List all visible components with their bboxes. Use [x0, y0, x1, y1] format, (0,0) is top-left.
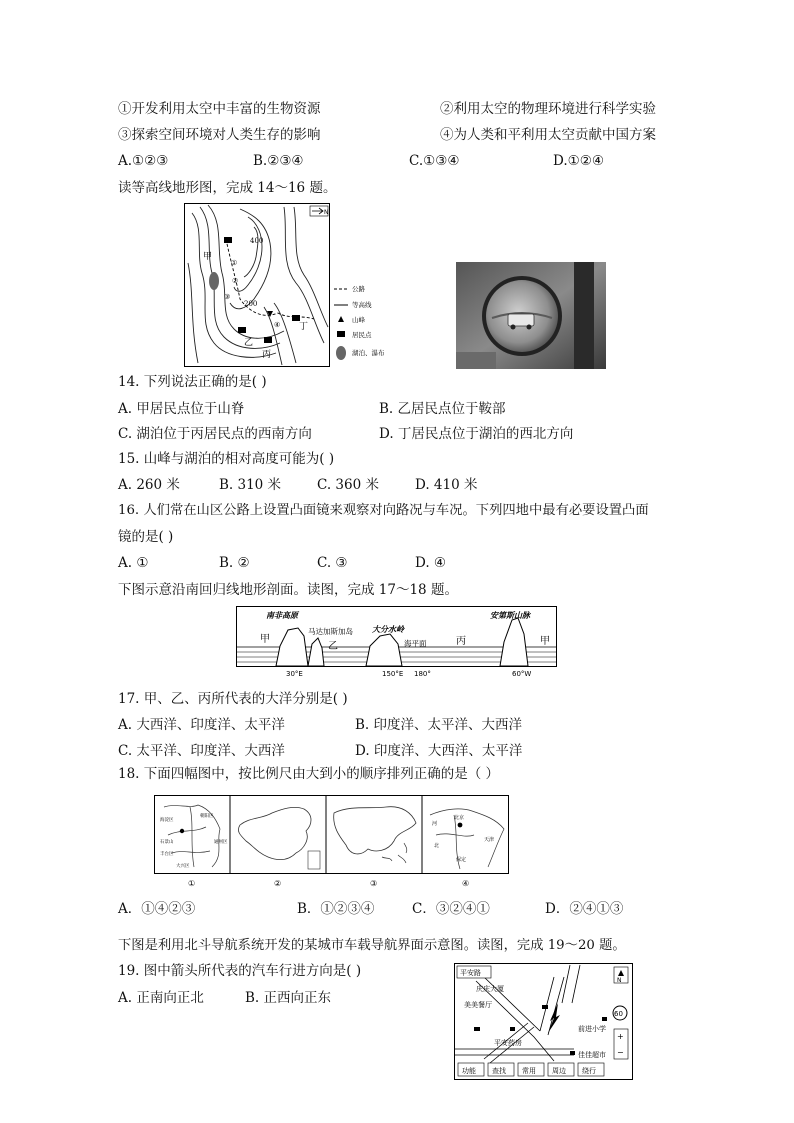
q17-choice-b: B. 印度洋、太平洋、大西洋	[355, 717, 523, 733]
legend-settlement: 居民点	[352, 331, 372, 339]
map-caption-4: ④	[462, 879, 470, 888]
intro-19-20: 下图是利用北斗导航系统开发的某城市车载导航界面示意图。读图，完成 19～20 题。	[118, 938, 626, 953]
m1-shijingshan: 石景山	[160, 840, 174, 845]
q15-choice-c: C. 360 米	[317, 477, 379, 493]
nav-speed-label: 60	[614, 1010, 623, 1018]
q13-choice-d: D.①②④	[553, 153, 604, 169]
m4-baoding: 保定	[456, 857, 467, 863]
q13-choice-b: B.②③④	[253, 153, 304, 169]
label-andes: 安第斯山脉	[490, 610, 530, 620]
q14-choice-a: A. 甲居民点位于山脊	[118, 401, 245, 417]
q17-choice-a: A. 大西洋、印度洋、太平洋	[118, 717, 285, 733]
label-yi: 乙	[328, 641, 338, 652]
q19-stem: 19. 图中箭头所代表的汽车行进方向是( )	[118, 963, 362, 979]
q16-choice-b: B. ②	[219, 555, 250, 571]
intro-17-18: 下图示意沿南回归线地形剖面。读图，完成 17～18 题。	[118, 582, 458, 598]
zoom-in-button[interactable]: +	[617, 1032, 624, 1041]
m1-daxing: 大兴区	[176, 864, 190, 869]
q16-stem-line1: 16. 人们常在山区公路上设置凸面镜来观察对向路况与车况。下列四地中最有必要设置凸面	[118, 503, 649, 518]
legend-lake: 湖泊、瀑布	[352, 349, 384, 357]
q18-choice-c: C．③②④①	[412, 901, 490, 917]
q18-choice-d: D．②④①③	[545, 901, 624, 917]
map-caption-3: ③	[370, 879, 378, 888]
poi-qianjin: 前进小学	[578, 1025, 606, 1033]
q13-option-2: ②利用太空的物理环境进行科学实验	[440, 101, 656, 117]
nav-interface	[454, 963, 634, 1081]
contour-label-400: 400	[250, 237, 264, 245]
label-bing: 丙	[262, 350, 272, 360]
q16-choice-a: A. ①	[118, 555, 149, 571]
m4-tianjin: 天津	[484, 837, 495, 843]
legend-contour: 等高线	[352, 301, 372, 309]
q14-stem: 14. 下列说法正确的是( )	[118, 374, 267, 390]
q15-choice-d: D. 410 米	[415, 477, 478, 493]
m4-bei: 北	[434, 843, 440, 849]
label-sea-level: 海平面	[404, 639, 427, 648]
map-caption-1: ①	[188, 879, 196, 888]
q19-choice-a: A. 正南向正北	[118, 990, 204, 1006]
q18-stem: 18. 下面四幅图中，按比例尺由大到小的顺序排列正确的是（ ）	[118, 766, 500, 782]
q14-choice-b: B. 乙居民点位于鞍部	[379, 401, 506, 417]
q13-option-1: ①开发利用太空中丰富的生物资源	[118, 101, 321, 117]
legend-peak: 山峰	[352, 316, 365, 324]
q14-choice-c: C. 湖泊位于丙居民点的西南方向	[118, 426, 312, 442]
q15-choice-a: A. 260 米	[118, 477, 180, 493]
label-jia: 甲	[203, 252, 213, 262]
convex-mirror-photo	[456, 262, 606, 369]
m1-chaoyang: 朝阳区	[200, 814, 214, 819]
nav-btn-function[interactable]: 功能	[462, 1067, 476, 1075]
map-caption-2: ②	[274, 879, 282, 888]
q17-choice-c: C. 太平洋、印度洋、大西洋	[118, 743, 285, 759]
contour-label-200: 200	[244, 300, 258, 308]
label-ding: 丁	[299, 322, 309, 332]
q17-choice-d: D. 印度洋、大西洋、太平洋	[355, 743, 523, 759]
q13-option-4: ④为人类和平利用太空贡献中国方案	[440, 127, 656, 143]
label-jia-right: 甲	[540, 636, 550, 647]
poi-qingqing: 庆庆大厦	[476, 985, 504, 993]
nav-btn-frequent[interactable]: 常用	[522, 1067, 536, 1075]
tick-180: 180°	[414, 670, 431, 678]
m4-he: 河	[432, 821, 438, 827]
intro-14-16: 读等高线地形图，完成 14～16 题。	[118, 180, 337, 196]
q16-stem-line2: 镜的是( )	[118, 529, 174, 545]
poi-pingan: 平安药房	[494, 1039, 522, 1047]
q16-choice-c: C. ③	[317, 555, 348, 571]
q16-choice-d: D. ④	[415, 555, 447, 571]
m4-beijing: 北京	[454, 815, 465, 821]
legend-road: 公路	[352, 285, 365, 293]
q18-choice-a: A．①④②③	[118, 901, 196, 917]
label-site-4: ④	[274, 321, 281, 329]
tick-150e: 150°E	[382, 670, 404, 678]
m1-haidian: 海淀区	[160, 818, 174, 823]
nav-road-label: 平安路	[460, 969, 481, 977]
scale-maps	[154, 795, 512, 891]
label-madagascar: 马达加斯加岛	[308, 627, 353, 636]
nav-btn-detour[interactable]: 绕行	[582, 1067, 596, 1075]
q19-choice-b: B. 正西向正东	[245, 990, 332, 1006]
tick-60w: 60°W	[512, 670, 532, 678]
m1-tongzhou: 通州区	[214, 840, 228, 845]
label-jia-left: 甲	[260, 634, 270, 645]
map-north-label: N	[324, 209, 329, 216]
poi-jiajia: 佳佳超市	[578, 1051, 606, 1059]
nav-btn-search[interactable]: 查找	[492, 1067, 506, 1075]
tropic-profile	[236, 606, 560, 682]
label-site-1: ①	[231, 259, 238, 267]
q13-choice-c: C.①③④	[409, 153, 460, 169]
label-bing: 丙	[456, 636, 466, 647]
q13-choice-a: A.①②③	[118, 153, 169, 169]
q13-option-3: ③探索空间环境对人类生存的影响	[118, 127, 321, 143]
label-site-2: ②	[232, 277, 239, 285]
label-site-3: ③	[224, 293, 231, 301]
q18-choice-b: B．①②③④	[297, 901, 375, 917]
q15-choice-b: B. 310 米	[219, 477, 282, 493]
contour-map	[184, 203, 384, 369]
nav-north-label: N	[617, 977, 622, 984]
q17-stem: 17. 甲、乙、丙所代表的大洋分别是( )	[118, 691, 348, 707]
nav-btn-nearby[interactable]: 周边	[552, 1067, 566, 1075]
label-great-dividing-range: 大分水岭	[372, 624, 404, 634]
label-yi: 乙	[244, 338, 254, 348]
zoom-out-button[interactable]: −	[617, 1048, 624, 1057]
q15-stem: 15. 山峰与湖泊的相对高度可能为( )	[118, 451, 335, 467]
label-south-africa-plateau: 南非高原	[266, 610, 298, 620]
tick-30e: 30°E	[286, 670, 303, 678]
m1-fengtai: 丰台区	[160, 852, 174, 857]
q14-choice-d: D. 丁居民点位于湖泊的西北方向	[379, 426, 574, 442]
poi-meimei: 美美餐厅	[464, 1001, 492, 1009]
